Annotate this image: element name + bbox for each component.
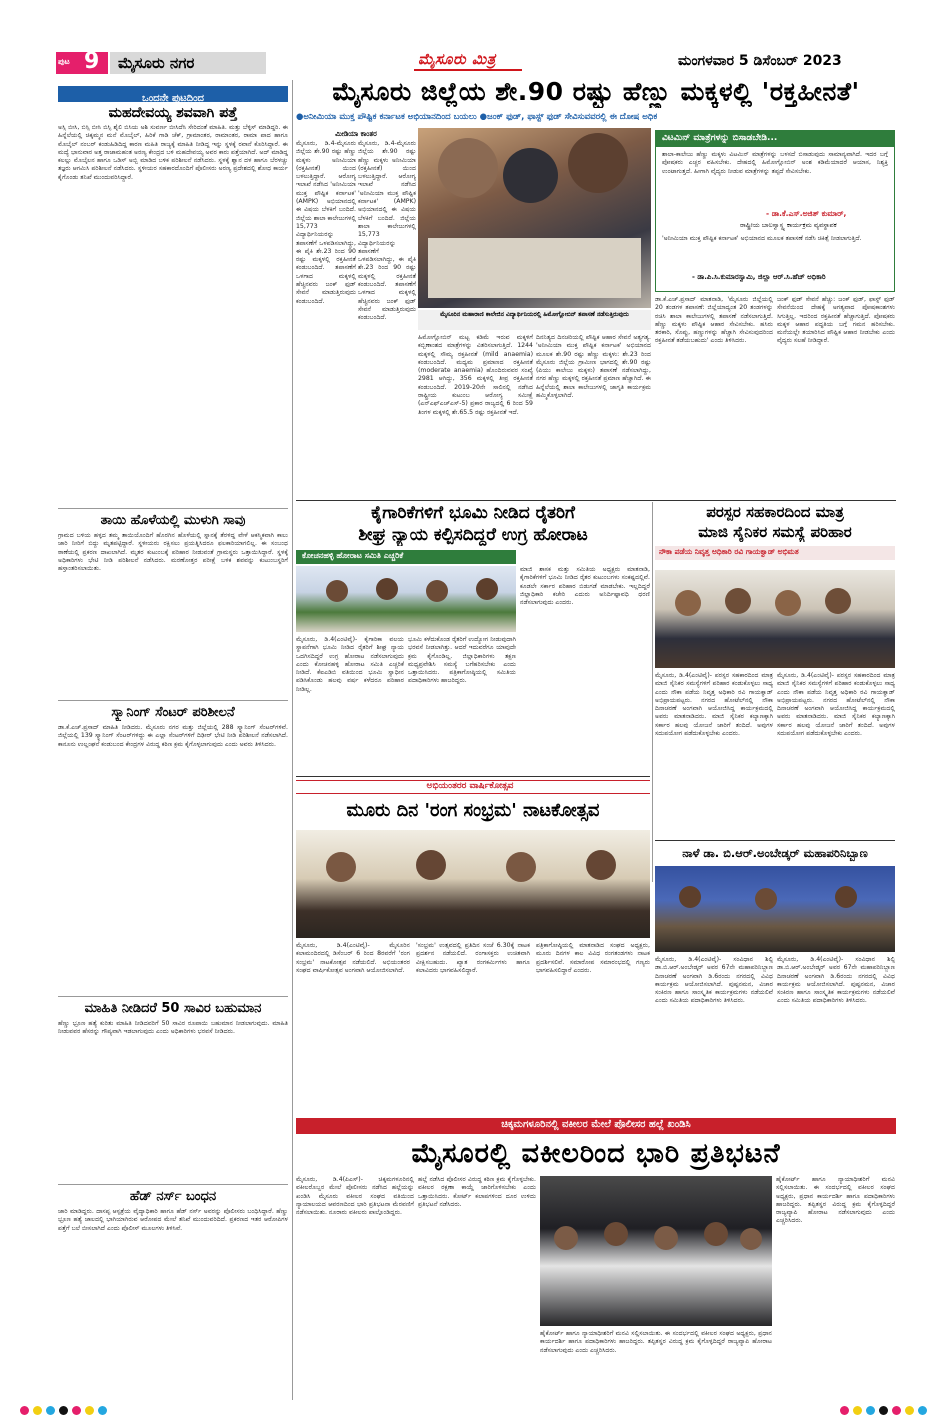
vitamin-box-body2: 'ಅನೀಮಿಯಾ ಮುಕ್ತ ಪೌಷ್ಟಿಕ ಕರ್ನಾಟಕ' ಅಭಿಯಾನದ ಮೂಲಕ ತಪಾಸಣೆ ನಡೆಸಿ ಚಿಕಿತ್ಸೆ ನೀಡಲಾಗುತ್ತಿದೆ. — [662, 235, 862, 242]
lawyers-kicker: ಚಿಕ್ಕಮಗಳೂರಿನಲ್ಲಿ ವಕೀಲರ ಮೇಲೆ ಪೊಲೀಸರ ಹಲ್ಲೆ ಖಂಡಿಸಿ — [501, 1119, 691, 1130]
lawyers-body-c: ಹೈಕೋರ್ಟ್ ಹಾಗೂ ನ್ಯಾಯಾಧೀಶರಿಗೆ ಮನವಿ ಸಲ್ಲಿಸಲಾಯಿತು. ಈ ಸಂದರ್ಭದಲ್ಲಿ ವಕೀಲರ ಸಂಘದ ಅಧ್ಯಕ್ಷರು, ಪ್ರಧಾನ ಕಾರ್ಯದರ್ಶಿ ಹಾಗೂ ಪದಾಧಿಕಾರಿಗಳು ಹಾಜರಿದ್ದರು. ತಪ್ಪಿತಸ್ಥರ ವಿರುದ್ಧ ಕ್ರಮ ಕೈಗೊಳ್ಳದಿದ್ದರೆ ರಾಜ್ಯವ್ಯಾಪಿ ಹೋರಾಟ ನಡೆಸಲಾಗುವುದು ಎಂದು ಎಚ್ಚರಿಸಿದರು. — [540, 1330, 772, 1354]
story2-body: ಗ್ರಾಮದ ಬಳಿಯ ಹಳ್ಳದ ತಮ್ಮ ತಾಯಿಯೊಂದಿಗೆ ಹೊರಗಿನ ಹೊಳೆಯಲ್ಲಿ ಸ್ನಾನಕ್ಕೆ ತೆರಳಿದ್ದ ವೇಳೆ ಆಕಸ್ಮಿಕವಾಗಿ ಕಾಲು ಜಾರಿ ನೀರಿಗೆ ಬಿದ್ದು ಮೃತಪಟ್ಟಿದ್ದಾರೆ. ಸ್ಥಳೀಯರು ರಕ್ಷಿಸಲು ಪ್ರಯತ್ನಿಸಿದರೂ ಫಲಕಾರಿಯಾಗಲಿಲ್ಲ. ಈ ಸಂಬಂಧ ಠಾಣೆಯಲ್ಲಿ ಪ್ರಕರಣ ದಾಖಲಾಗಿದೆ. ಮೃತರ ಕುಟುಂಬಕ್ಕೆ ಪರಿಹಾರ ನೀಡುವಂತೆ ಗ್ರಾಮಸ್ಥರು ಒತ್ತಾಯಿಸಿದ್ದಾರೆ. ಸ್ಥಳಕ್ಕೆ ಅಧಿಕಾರಿಗಳು ಭೇಟಿ ನೀಡಿ ಪರಿಶೀಲನೆ ನಡೆಸಿದರು. ಮರಣೋತ್ತರ ಪರೀಕ್ಷೆ ಬಳಿಕ ಶವವನ್ನು ಕುಟುಂಬಸ್ಥರಿಗೆ ಹಸ್ತಾಂತರಿಸಲಾಯಿತು. — [58, 532, 288, 573]
lead-subheadline: ●ಅನೀಮಿಯಾ ಮುಕ್ತ ಪೌಷ್ಟಿಕ ಕರ್ನಾಟಕ ಅಭಿಯಾನದಿಂದ ಬಯಲು ●ಜಂಕ್ ಫುಡ್, ಫಾಸ್ಟ್ ಫುಡ್ ಸೇವಿಸುವವರಲ್ಲಿ ಈ ದೋಷ ಅಧಿಕ — [296, 112, 658, 122]
story1-body: ಅಸ್ಸಿ ಬೀಸಿ, ಬಿಸ್ಸಿ ಬೀಸಿ ಬಿಸ್ಸಿ ಶೈಲಿ ಬಿಸಿಯ ಅಶಿ ಸುವರ್ಣ ಬೀಸಿದೆಸಿ ಸೇರಿದಂತೆ ಮಾಹಿತಿ. ಮತ್ತು ಬೆಳ್ಳಿಸ್ ಮಾಡಿದ್ದರಿ. ಈ ಹಿನ್ನೆಲೆಯಲ್ಲಿ ಚಿಕ್ಕಮ್ಮನ ಮನೆ ಮೊಬೈಲ್, ಹಿರಿಕೆ ಗಾಡಿ ಚೆಕ್, ಗ್ರಾಮಾಂತರ, ರಾಮಾಂತರ, ರಾಮಾ ಪಾದ ಹಾಗೂ ಮೊಬೈಲ್ ನಂಬರ್ ಕಂಡುಹಿಡಿದಿದ್ದ ಕಾರಣ ಮಹಿತಿ ರಾಜ್ಯಕ್ಕೆ ಮಾಹಿತಿ ನೀಡಿದ್ದ ಇನ್ನು ಸ್ಥಳಕ್ಕೆ ರವಾನೆ ಕೊರಿಸಿದ್ದಾರೆ. ಈ ಮದ್ಯೆ ಭಾನುವಾರ ಅತ್ತ ರಾಜಾಮಹಂತ ಅರಣ್ಯ ಕೇಂದ್ರದ ಬಳಿ ಮಹದೇವಯ್ಯ ಅವರ ಕಾರು ಪತ್ತೆಯಾಗಿದೆ. ಅದ್ ಮಾಡಿದ್ದ ಕಲಲ್ಲು ಮೊಬೈಲನ ಹಾಗೂ ಒಡಿಸ್ ಅಬ್ಬಿ ಮಾಡಿದ ಬಳಿಕ ಪರಿಶೀಲನೆ ನಡೆಸಿದರು. ಸ್ಥಳಕ್ಕೆ ಶ್ವಾನ ದಳ ಹಾಗೂ ಬೆರಳಚ್ಚು ತಜ್ಞರು ಆಗಮಿಸಿ ಪರಿಶೀಲನೆ ನಡೆಸಿದರು. ಸ್ಥಳೀಯರ ಸಹಕಾರದೊಂದಿಗೆ ಪೊಲೀಸರು ಅರಣ್ಯ ಪ್ರದೇಶದಲ್ಲಿ ಶೋಧ ಕಾರ್ಯ ಕೈಗೊಂಡು ತನಿಖೆ ಮುಂದುವರಿಸಿದ್ದಾರೆ. — [58, 124, 288, 181]
lead-col1: ಮೈಸೂರು, ಡಿ.4-ಮೈಸೂರು ಜಿಲ್ಲೆಯ ಶೇ.90 ರಷ್ಟು ಹೆಣ್ಣು ಮಕ್ಕಳು ಅನೀಮಿಯಾ (ರಕ್ತಹೀನತೆ) ಯಿಂದ ಬಳಲುತ್ತಿದ್ದಾರೆ. ಆರೋಗ್ಯ ಇಲಾಖೆ ನಡೆಸಿದ 'ಅನೀಮಿಯಾ ಮುಕ್ತ ಪೌಷ್ಟಿಕ ಕರ್ನಾಟಕ' (AMPK) ಅಭಿಯಾನದಲ್ಲಿ ಈ ವಿಷಯ ಬೆಳಕಿಗೆ ಬಂದಿದೆ. ಜಿಲ್ಲೆಯ ಶಾಲಾ ಕಾಲೇಜುಗಳಲ್ಲಿ 15,773 ವಿದ್ಯಾರ್ಥಿನಿಯರನ್ನು ತಪಾಸಣೆಗೆ ಒಳಪಡಿಸಲಾಗಿದ್ದು, ಈ ಪೈಕಿ ಶೇ.23 ರಿಂದ 90 ರಷ್ಟು ಮಕ್ಕಳಲ್ಲಿ ರಕ್ತಹೀನತೆ ಕಂಡುಬಂದಿದೆ. ತಪಾಸಣೆಗೆ ಒಳಗಾದ ಮಕ್ಕಳಲ್ಲಿ ಹೆಚ್ಚಿನವರು ಜಂಕ್ ಫುಡ್ ಸೇವನೆ ಮಾಡುತ್ತಿರುವುದು ಕಂಡುಬಂದಿದೆ. — [296, 140, 356, 305]
lead-photo-figure — [568, 133, 628, 193]
registration-dot — [33, 1406, 42, 1415]
theatre-kicker: ಅಭಿಯಂತರರ ವಾರ್ಷಿಕೋತ್ಸವ — [426, 781, 514, 791]
farmers-headline-line1: ಕೈಗಾರಿಕೆಗಳಿಗೆ ಭೂಮಿ ನೀಡಿದ ರೈತರಿಗೆ — [371, 503, 575, 523]
lawyers-photo-figure — [704, 1222, 728, 1246]
theatre-photo-figure — [586, 850, 616, 880]
left-divider-4 — [58, 1184, 288, 1185]
registration-dot — [918, 1406, 927, 1415]
column-rule-middle — [652, 502, 653, 882]
farmers-headline-line2: ಶೀಘ್ರ ನ್ಯಾಯ ಕಲ್ಪಿಸದಿದ್ದರೆ ಉಗ್ರ ಹೋರಾಟ — [358, 525, 588, 545]
veterans-headline-line2: ಮಾಜಿ ಸೈನಿಕರ ಸಮಸ್ಯೆ ಪರಿಹಾರ — [698, 523, 852, 541]
vitamin-box-title: ವಿಟಮಿನ್ ಮಾತ್ರೆಗಳನ್ನು ಬಿಸಾಡಬೇಡಿ... — [662, 133, 778, 143]
lawyers-photo-figure — [654, 1226, 678, 1250]
left-divider-3 — [58, 996, 288, 997]
vitamin-box-sign1-role: ರಾಷ್ಟ್ರೀಯ ಬಾಲಸ್ವಾಸ್ಥ್ಯ ಕಾರ್ಯಕ್ರಮ ವ್ಯವಸ್ಥಾಪಕ — [740, 221, 837, 229]
registration-dot — [72, 1406, 81, 1415]
farmers-bottom-rule — [296, 776, 650, 777]
theatre-photo-figure — [416, 850, 446, 880]
vitamin-box — [655, 130, 895, 292]
ambedkar-body: ಮೈಸೂರು, ಡಿ.4(ಎಂಟಿವೈ)- ಸಂವಿಧಾನ ಶಿಲ್ಪಿ ಡಾ.ಬಿ.ಆರ್.ಅಂಬೇಡ್ಕರ್ ಅವರ 67ನೇ ಮಹಾಪರಿನಿಬ್ಬಾಣ ದಿನಾಚರಣೆ ಅಂಗವಾಗಿ ಡಿ.6ರಂದು ನಗರದಲ್ಲಿ ವಿವಿಧ ಕಾರ್ಯಕ್ರಮ ಆಯೋಜಿಸಲಾಗಿದೆ. ಪುಷ್ಪನಮನ, ವಿಚಾರ ಸಂಕಿರಣ ಹಾಗೂ ಸಾಂಸ್ಕೃತಿಕ ಕಾರ್ಯಕ್ರಮಗಳು ನಡೆಯಲಿವೆ ಎಂದು ಸಮಿತಿಯ ಪದಾಧಿಕಾರಿಗಳು ತಿಳಿಸಿದರು. — [655, 956, 773, 1005]
veterans-photo — [655, 570, 895, 668]
farmers-photo-figure — [326, 580, 348, 602]
vitamin-box-sign1: - ಡಾ.ಕೆ.ಎಸ್.ಅಜಿತ್ ಕುಮಾರ್, — [766, 209, 847, 218]
veterans-photo-figure — [825, 588, 851, 614]
theatre-body-b: 'ಸಂಭ್ರಮ' ಉತ್ಸವದಲ್ಲಿ ಪ್ರತಿದಿನ ಸಂಜೆ 6.30ಕ್ಕೆ ನಾಟಕ ಪ್ರದರ್ಶನ ನಡೆಯಲಿದೆ. ರಂಗಾಸಕ್ತರು ಉಚಿತವಾಗಿ ವೀಕ್ಷಿಸಬಹುದು. ಖ್ಯಾತ ರಂಗಕರ್ಮಿಗಳು ಹಾಗೂ ಕಲಾವಿದರು ಭಾಗವಹಿಸಲಿದ್ದಾರೆ. — [416, 942, 530, 974]
left-divider-1 — [58, 508, 288, 509]
farmers-body-b: ಭೂಮಿ ಕಳೆದುಕೊಂಡ ರೈತರಿಗೆ ಉದ್ಯೋಗ ನೀಡುವುದಾಗಿ ಭರವಸೆ ನೀಡಲಾಗಿತ್ತು. ಆದರೆ ಇದುವರೆಗೂ ಯಾವುದೇ ಕ್ರಮ ಕೈಗೊಂಡಿಲ್ಲ. ಜಿಲ್ಲಾಧಿಕಾರಿಗಳು ತಕ್ಷಣ ಮಧ್ಯಪ್ರವೇಶಿಸಿ ಸಮಸ್ಯೆ ಬಗೆಹರಿಸಬೇಕು ಎಂದು ಒತ್ತಾಯಿಸಿದರು. ಪತ್ರಿಕಾಗೋಷ್ಠಿಯಲ್ಲಿ ಸಮಿತಿಯ ಪದಾಧಿಕಾರಿಗಳು ಹಾಜರಿದ್ದರು. — [408, 636, 516, 685]
ambedkar-body-b: ಮೈಸೂರು, ಡಿ.4(ಎಂಟಿವೈ)- ಸಂವಿಧಾನ ಶಿಲ್ಪಿ ಡಾ.ಬಿ.ಆರ್.ಅಂಬೇಡ್ಕರ್ ಅವರ 67ನೇ ಮಹಾಪರಿನಿಬ್ಬಾಣ ದಿನಾಚರಣೆ ಅಂಗವಾಗಿ ಡಿ.6ರಂದು ನಗರದಲ್ಲಿ ವಿವಿಧ ಕಾರ್ಯಕ್ರಮ ಆಯೋಜಿಸಲಾಗಿದೆ. ಪುಷ್ಪನಮನ, ವಿಚಾರ ಸಂಕಿರಣ ಹಾಗೂ ಸಾಂಸ್ಕೃತಿಕ ಕಾರ್ಯಕ್ರಮಗಳು ನಡೆಯಲಿವೆ ಎಂದು ಸಮಿತಿಯ ಪದಾಧಿಕಾರಿಗಳು ತಿಳಿಸಿದರು. — [777, 956, 895, 1005]
lead-col5: ಜಂಕ್ ಫುಡ್ ಸೇವನೆ ಹೆಚ್ಚು: ಜಂಕ್ ಫುಡ್, ಫಾಸ್ಟ್ ಫುಡ್ ಸೇವನೆಯಿಂದ ದೇಹಕ್ಕೆ ಅಗತ್ಯವಾದ ಪೋಷಕಾಂಶಗಳು ಸಿಗುತ್ತಿಲ್ಲ. ಇದರಿಂದ ರಕ್ತಹೀನತೆ ಹೆಚ್ಚಾಗುತ್ತಿದೆ. ಪೋಷಕರು ಮಕ್ಕಳ ಆಹಾರ ಪದ್ಧತಿಯ ಬಗ್ಗೆ ಗಮನ ಹರಿಸಬೇಕು. ಮನೆಯಲ್ಲೇ ತಯಾರಿಸಿದ ಪೌಷ್ಟಿಕ ಆಹಾರ ನೀಡಬೇಕು ಎಂದು ವೈದ್ಯರು ಸಲಹೆ ನೀಡಿದ್ದಾರೆ. — [777, 296, 895, 345]
story3-title: ಸ್ಕ್ಯಾನಿಂಗ್ ಸೆಂಟರ್ ಪರಿಶೀಲನೆ — [111, 705, 235, 720]
continued-banner-text: ಒಂದನೇ ಪುಟದಿಂದ — [142, 93, 204, 104]
lead-col2: ಹಿಮೋಗ್ಲೋಬಿನ್ ಮಟ್ಟ ಕಡಿಮೆ ಇರುವ ಮಕ್ಕಳಿಗೆ ಕಬ್ಬಿಣಾಂಶದ ಮಾತ್ರೆಗಳನ್ನು ವಿತರಿಸಲಾಗುತ್ತಿದೆ. 1244 ಮಕ್ಕಳಲ್ಲಿ ಸೌಮ್ಯ ರಕ್ತಹೀನತೆ (mild anaemia) ಕಂಡುಬಂದಿದೆ. ಮಧ್ಯಮ ಪ್ರಮಾಣದ ರಕ್ತಹೀನತೆ (moderate anaemia) ಹೊಂದಿರುವವರ ಸಂಖ್ಯೆ 2981 ಆಗಿದ್ದು, 356 ಮಕ್ಕಳಲ್ಲಿ ತೀವ್ರ ರಕ್ತಹೀನತೆ ಕಂಡುಬಂದಿದೆ. 2019-20ನೇ ಸಾಲಿನಲ್ಲಿ ನಡೆಸಿದ ರಾಷ್ಟ್ರೀಯ ಕುಟುಂಬ ಆರೋಗ್ಯ ಸಮೀಕ್ಷೆ (ಎನ್‌ಎಫ್‌ಎಚ್‌ಎಸ್-5) ಪ್ರಕಾರ ರಾಜ್ಯದಲ್ಲಿ 6 ರಿಂದ 59 ತಿಂಗಳ ಮಕ್ಕಳಲ್ಲಿ ಶೇ.65.5 ರಷ್ಟು ರಕ್ತಹೀನತೆ ಇದೆ. — [418, 334, 533, 416]
registration-dot — [20, 1406, 29, 1415]
ambedkar-photo-figure — [755, 888, 777, 910]
veterans-body: ಮೈಸೂರು, ಡಿ.4(ಎಂಟಿವೈ)- ಪರಸ್ಪರ ಸಹಕಾರದಿಂದ ಮಾತ್ರ ಮಾಜಿ ಸೈನಿಕರ ಸಮಸ್ಯೆಗಳಿಗೆ ಪರಿಹಾರ ಕಂಡುಕೊಳ್ಳಲು ಸಾಧ್ಯ ಎಂದು ನೌಕಾ ಪಡೆಯ ನಿವೃತ್ತ ಅಧಿಕಾರಿ ರವಿ ಗಾಯಕ್ವಾಡ್ ಅಭಿಪ್ರಾಯಪಟ್ಟರು. ನಗರದ ಹೋಟೆಲ್‌ನಲ್ಲಿ ನೌಕಾ ದಿನಾಚರಣೆ ಅಂಗವಾಗಿ ಆಯೋಜಿಸಿದ್ದ ಕಾರ್ಯಕ್ರಮದಲ್ಲಿ ಅವರು ಮಾತನಾಡಿದರು. ಮಾಜಿ ಸೈನಿಕರ ಕಲ್ಯಾಣಕ್ಕಾಗಿ ಸರ್ಕಾರ ಹಲವು ಯೋಜನೆ ಜಾರಿಗೆ ತಂದಿದೆ. ಅವುಗಳ ಸದುಪಯೋಗ ಪಡೆದುಕೊಳ್ಳಬೇಕು ಎಂದರು. — [655, 672, 773, 738]
left-divider-2 — [58, 700, 288, 701]
page-number: 9 — [84, 49, 100, 74]
section-title: ಮೈಸೂರು ನಗರ — [118, 54, 195, 72]
theatre-photo-figure — [506, 852, 536, 882]
lead-photo-table — [428, 238, 641, 298]
story4-title: ಮಾಹಿತಿ ನೀಡಿದರೆ 50 ಸಾವಿರ ಬಹುಮಾನ — [84, 1001, 262, 1016]
lead-byline: ಮೀಡಿಯಾ ಕಾಂತರ — [335, 130, 377, 138]
veterans-headline-line1: ಪರಸ್ಪರ ಸಹಕಾರದಿಂದ ಮಾತ್ರ — [706, 503, 844, 521]
lead-photo — [418, 128, 651, 308]
story2-title: ತಾಯಿ ಹೊಳೆಯಲ್ಲಿ ಮುಳುಗಿ ಸಾವು — [100, 513, 246, 528]
lead-headline: ಮೈಸೂರು ಜಿಲ್ಲೆಯ ಶೇ.90 ರಷ್ಟು ಹೆಣ್ಣು ಮಕ್ಕಳಲ್ಲಿ 'ರಕ್ತಹೀನತೆ' — [332, 77, 860, 106]
story3-body: ಡಾ.ಕೆ.ಎಚ್.ಪ್ರಸಾದ್ ಮಾಹಿತಿ ನೀಡಿದರು. ಮೈಸೂರು ನಗರ ಮತ್ತು ಜಿಲ್ಲೆಯಲ್ಲಿ 288 ಸ್ಕ್ಯಾನಿಂಗ್ ಸೆಂಟರ್‌ಗಳಿವೆ. ಜಿಲ್ಲೆಯಲ್ಲಿ 139 ಸ್ಕ್ಯಾನಿಂಗ್ ಸೆಂಟರ್‌ಗಳಿದ್ದು ಈ ಎಲ್ಲಾ ಸೆಂಟರ್‌ಗಳಿಗೆ ದಿಢೀರ್ ಭೇಟಿ ನೀಡಿ ಪರಿಶೀಲನೆ ನಡೆಸಲಾಗಿದೆ. ಕಾನೂನು ಉಲ್ಲಂಘನೆ ಕಂಡುಬಂದ ಕೇಂದ್ರಗಳ ವಿರುದ್ಧ ಕಠಿಣ ಕ್ರಮ ಕೈಗೊಳ್ಳಲಾಗುವುದು ಎಂದು ಅವರು ತಿಳಿಸಿದರು. — [58, 724, 288, 748]
registration-dot — [59, 1406, 68, 1415]
ambedkar-photo-figure — [835, 886, 857, 908]
story1-title: ಮಹದೇವಯ್ಯ ಶವವಾಗಿ ಪತ್ತೆ — [108, 105, 238, 121]
veterans-photo-figure — [675, 590, 701, 616]
lawyers-photo-figure — [604, 1222, 628, 1246]
veterans-photo-figure — [775, 590, 801, 616]
lawyers-body-a: ಮೈಸೂರು, ಡಿ.4(ಪಿಎಸ್)- ಚಿಕ್ಕಮಗಳೂರಿನಲ್ಲಿ ವಕೀಲರೊಬ್ಬರ ಮೇಲೆ ಪೊಲೀಸರು ನಡೆಸಿದ ಹಲ್ಲೆಯನ್ನು ಖಂಡಿಸಿ ಮೈಸೂರು ವಕೀಲರ ಸಂಘದ ವತಿಯಿಂದ ನ್ಯಾಯಾಲಯದ ಆವರಣದಿಂದ ಭಾರಿ ಪ್ರತಿಭಟನಾ ಮೆರವಣಿಗೆ ನಡೆಸಲಾಯಿತು. ನೂರಾರು ವಕೀಲರು ಪಾಲ್ಗೊಂಡಿದ್ದರು. — [296, 1176, 414, 1217]
registration-dot — [98, 1406, 107, 1415]
ambedkar-photo — [655, 866, 895, 952]
farmers-photo-figure — [426, 580, 448, 602]
page-header — [0, 0, 945, 80]
registration-marks — [0, 1404, 945, 1418]
registration-dot — [85, 1406, 94, 1415]
lawyers-body-b: ಹಲ್ಲೆ ನಡೆಸಿದ ಪೊಲೀಸರ ವಿರುದ್ಧ ಕಠಿಣ ಕ್ರಮ ಕೈಗೊಳ್ಳಬೇಕು. ವಕೀಲರ ರಕ್ಷಣಾ ಕಾಯ್ದೆ ಜಾರಿಗೊಳಿಸಬೇಕು ಎಂದು ಒತ್ತಾಯಿಸಿದರು. ಕೋರ್ಟ್ ಕಲಾಪಗಳಿಂದ ದೂರ ಉಳಿದು ಪ್ರತಿಭಟನೆ ನಡೆಸಿದರು. — [418, 1176, 536, 1208]
lead-photo-figure — [503, 148, 558, 203]
registration-dot — [892, 1406, 901, 1415]
farmers-kicker: ಕೋಚನಹಳ್ಳಿ ಹೋರಾಟ ಸಮಿತಿ ಎಚ್ಚರಿಕೆ — [302, 551, 404, 560]
lawyers-photo-figure — [554, 1226, 578, 1250]
theatre-body-c: ಪತ್ರಿಕಾಗೋಷ್ಠಿಯಲ್ಲಿ ಮಾತನಾಡಿದ ಸಂಘದ ಅಧ್ಯಕ್ಷರು, ಮೂರು ದಿನಗಳ ಕಾಲ ವಿವಿಧ ರಂಗತಂಡಗಳು ನಾಟಕ ಪ್ರದರ್ಶಿಸಲಿವೆ. ಸಮಾರೋಪ ಸಮಾರಂಭದಲ್ಲಿ ಗಣ್ಯರು ಭಾಗವಹಿಸಲಿದ್ದಾರೆ ಎಂದರು. — [536, 942, 650, 974]
lawyers-body-d: ಹೈಕೋರ್ಟ್ ಹಾಗೂ ನ್ಯಾಯಾಧೀಶರಿಗೆ ಮನವಿ ಸಲ್ಲಿಸಲಾಯಿತು. ಈ ಸಂದರ್ಭದಲ್ಲಿ ವಕೀಲರ ಸಂಘದ ಅಧ್ಯಕ್ಷರು, ಪ್ರಧಾನ ಕಾರ್ಯದರ್ಶಿ ಹಾಗೂ ಪದಾಧಿಕಾರಿಗಳು ಹಾಜರಿದ್ದರು. ತಪ್ಪಿತಸ್ಥರ ವಿರುದ್ಧ ಕ್ರಮ ಕೈಗೊಳ್ಳದಿದ್ದರೆ ರಾಜ್ಯವ್ಯಾಪಿ ಹೋರಾಟ ನಡೆಸಲಾಗುವುದು ಎಂದು ಎಚ್ಚರಿಸಿದರು. — [776, 1176, 895, 1225]
lead-col1b: ಮೈಸೂರು, ಡಿ.4-ಮೈಸೂರು ಜಿಲ್ಲೆಯ ಶೇ.90 ರಷ್ಟು ಹೆಣ್ಣು ಮಕ್ಕಳು ಅನೀಮಿಯಾ (ರಕ್ತಹೀನತೆ) ಯಿಂದ ಬಳಲುತ್ತಿದ್ದಾರೆ. ಆರೋಗ್ಯ ಇಲಾಖೆ ನಡೆಸಿದ 'ಅನೀಮಿಯಾ ಮುಕ್ತ ಪೌಷ್ಟಿಕ ಕರ್ನಾಟಕ' (AMPK) ಅಭಿಯಾನದಲ್ಲಿ ಈ ವಿಷಯ ಬೆಳಕಿಗೆ ಬಂದಿದೆ. ಜಿಲ್ಲೆಯ ಶಾಲಾ ಕಾಲೇಜುಗಳಲ್ಲಿ 15,773 ವಿದ್ಯಾರ್ಥಿನಿಯರನ್ನು ತಪಾಸಣೆಗೆ ಒಳಪಡಿಸಲಾಗಿದ್ದು, ಈ ಪೈಕಿ ಶೇ.23 ರಿಂದ 90 ರಷ್ಟು ಮಕ್ಕಳಲ್ಲಿ ರಕ್ತಹೀನತೆ ಕಂಡುಬಂದಿದೆ. ತಪಾಸಣೆಗೆ ಒಳಗಾದ ಮಕ್ಕಳಲ್ಲಿ ಹೆಚ್ಚಿನವರು ಜಂಕ್ ಫುಡ್ ಸೇವನೆ ಮಾಡುತ್ತಿರುವುದು ಕಂಡುಬಂದಿದೆ. — [358, 140, 416, 322]
lead-photo-figure — [438, 138, 498, 198]
farmers-body-a: ಮೈಸೂರು, ಡಿ.4(ಎಂಟಿವೈ)- ಕೈಗಾರಿಕಾ ವಲಯ ಸ್ಥಾಪನೆಗಾಗಿ ಭೂಮಿ ನೀಡಿದ ರೈತರಿಗೆ ಶೀಘ್ರ ನ್ಯಾಯ ಒದಗಿಸದಿದ್ದರೆ ಉಗ್ರ ಹೋರಾಟ ನಡೆಸಲಾಗುವುದು ಎಂದು ಕೋಚನಹಳ್ಳಿ ಹೋರಾಟ ಸಮಿತಿ ಎಚ್ಚರಿಕೆ ನೀಡಿದೆ. ಕೆಐಎಡಿಬಿ ವತಿಯಿಂದ ಭೂಮಿ ಸ್ವಾಧೀನ ಪಡಿಸಿಕೊಂಡು ಹಲವು ವರ್ಷ ಕಳೆದರೂ ಪರಿಹಾರ ನೀಡಿಲ್ಲ. — [296, 636, 404, 693]
registration-dot — [879, 1406, 888, 1415]
veterans-bottom-rule — [655, 840, 895, 841]
story4-body: ಹೆಣ್ಣು ಭ್ರೂಣ ಹತ್ಯೆ ಕುರಿತು ಮಾಹಿತಿ ನೀಡಿದವರಿಗೆ 50 ಸಾವಿರ ರೂಪಾಯಿ ಬಹುಮಾನ ನೀಡಲಾಗುವುದು. ಮಾಹಿತಿ ನೀಡುವವರ ಹೆಸರನ್ನು ಗೌಪ್ಯವಾಗಿ ಇಡಲಾಗುವುದು ಎಂದು ಅಧಿಕಾರಿಗಳು ಭರವಸೆ ನೀಡಿದರು. — [58, 1020, 288, 1036]
theatre-photo-figure — [326, 852, 356, 882]
ambedkar-headline: ನಾಳೆ ಡಾ. ಬಿ.ಆರ್.ಅಂಬೇಡ್ಕರ್ ಮಹಾಪರಿನಿಬ್ಬಾಣ — [682, 846, 868, 860]
farmers-photo-figure — [476, 578, 498, 600]
theatre-body-a: ಮೈಸೂರು, ಡಿ.4(ಎಂಟಿವೈ)- ಮೈಸೂರಿನ ಕಲಾಮಂದಿರದಲ್ಲಿ ಡಿಸೆಂಬರ್ 6 ರಿಂದ 8ರವರೆಗೆ 'ರಂಗ ಸಂಭ್ರಮ' ನಾಟಕೋತ್ಸವ ನಡೆಯಲಿದೆ. ಅಭಿಯಂತರರ ಸಂಘದ ವಾರ್ಷಿಕೋತ್ಸವ ಅಂಗವಾಗಿ ಆಯೋಜಿಸಲಾಗಿದೆ. — [296, 942, 410, 974]
lead-col3: ದಿನನಿತ್ಯದ ದಿನಚರಿಯಲ್ಲಿ ಪೌಷ್ಟಿಕ ಆಹಾರ ಸೇವನೆ ಅತ್ಯಗತ್ಯ. 'ಅನೀಮಿಯಾ ಮುಕ್ತ ಪೌಷ್ಟಿಕ ಕರ್ನಾಟಕ' ಅಭಿಯಾನದ ಮೂಲಕ ಶೇ.90 ರಷ್ಟು ಹೆಣ್ಣು ಮಕ್ಕಳು: ಶೇ.23 ರಿಂದ ಮೈಸೂರು ಜಿಲ್ಲೆಯ ಗ್ರಾಮೀಣ ಭಾಗದಲ್ಲಿ ಶೇ.90 ರಷ್ಟು (ಪಿಯು ಕಾಲೇಜು ಮಕ್ಕಳು) ತಪಾಸಣೆ ನಡೆಸಲಾಗಿದ್ದು, ನಗರ ಹೆಣ್ಣು ಮಕ್ಕಳಲ್ಲಿ ರಕ್ತಹೀನತೆ ಪ್ರಮಾಣ ಹೆಚ್ಚಾಗಿದೆ. ಈ ಹಿನ್ನೆಲೆಯಲ್ಲಿ ಶಾಲಾ ಕಾಲೇಜುಗಳಲ್ಲಿ ಜಾಗೃತಿ ಕಾರ್ಯಕ್ರಮ ಹಮ್ಮಿಕೊಳ್ಳಲಾಗಿದೆ. — [536, 334, 651, 400]
masthead-underline — [414, 69, 522, 71]
vitamin-box-sign2: - ಡಾ.ಪಿ.ಸಿ.ಕುಮಾರಸ್ವಾಮಿ, ಜಿಲ್ಲಾ ಆರ್.ಸಿ.ಹೆಚ್ ಅಧಿಕಾರಿ — [692, 273, 826, 281]
theatre-headline: ಮೂರು ದಿನ 'ರಂಗ ಸಂಭ್ರಮ' ನಾಟಕೋತ್ಸವ — [346, 800, 600, 821]
veterans-body-b: ಮೈಸೂರು, ಡಿ.4(ಎಂಟಿವೈ)- ಪರಸ್ಪರ ಸಹಕಾರದಿಂದ ಮಾತ್ರ ಮಾಜಿ ಸೈನಿಕರ ಸಮಸ್ಯೆಗಳಿಗೆ ಪರಿಹಾರ ಕಂಡುಕೊಳ್ಳಲು ಸಾಧ್ಯ ಎಂದು ನೌಕಾ ಪಡೆಯ ನಿವೃತ್ತ ಅಧಿಕಾರಿ ರವಿ ಗಾಯಕ್ವಾಡ್ ಅಭಿಪ್ರಾಯಪಟ್ಟರು. ನಗರದ ಹೋಟೆಲ್‌ನಲ್ಲಿ ನೌಕಾ ದಿನಾಚರಣೆ ಅಂಗವಾಗಿ ಆಯೋಜಿಸಿದ್ದ ಕಾರ್ಯಕ್ರಮದಲ್ಲಿ ಅವರು ಮಾತನಾಡಿದರು. ಮಾಜಿ ಸೈನಿಕರ ಕಲ್ಯಾಣಕ್ಕಾಗಿ ಸರ್ಕಾರ ಹಲವು ಯೋಜನೆ ಜಾರಿಗೆ ತಂದಿದೆ. ಅವುಗಳ ಸದುಪಯೋಗ ಪಡೆದುಕೊಳ್ಳಬೇಕು ಎಂದರು. — [777, 672, 895, 738]
lead-col4: ಡಾ.ಕೆ.ಎಚ್.ಪ್ರಸಾದ್ ಮಾತನಾಡಿ, 'ಮೈಸೂರು ಜಿಲ್ಲೆಯಲ್ಲಿ 20 ತಂಡಗಳ ತಪಾಸಣೆ: ಜಿಲ್ಲೆಯಾದ್ಯಂತ 20 ತಂಡಗಳನ್ನು ರಚಿಸಿ ಶಾಲಾ ಕಾಲೇಜುಗಳಲ್ಲಿ ತಪಾಸಣೆ ನಡೆಸಲಾಗುತ್ತಿದೆ. ಹೆಣ್ಣು ಮಕ್ಕಳು ಪೌಷ್ಟಿಕ ಆಹಾರ ಸೇವಿಸಬೇಕು. ಹಸಿರು ತರಕಾರಿ, ಸೊಪ್ಪು, ಹಣ್ಣುಗಳನ್ನು ಹೆಚ್ಚಾಗಿ ಸೇವಿಸುವುದರಿಂದ ರಕ್ತಹೀನತೆ ತಡೆಯಬಹುದು' ಎಂದು ತಿಳಿಸಿದರು. — [655, 296, 773, 345]
veterans-kicker: ನೌಕಾ ಪಡೆಯ ನಿವೃತ್ತ ಅಧಿಕಾರಿ ರವಿ ಗಾಯಕ್ವಾಡ್ ಅಭಿಮತ — [659, 547, 799, 556]
lawyers-photo-figure — [740, 1228, 762, 1250]
lead-bottom-rule — [296, 500, 896, 501]
farmers-photo-figure — [376, 578, 398, 600]
story5-title: ಹೆಡ್ ನರ್ಸ್ ಬಂಧನ — [129, 1189, 217, 1204]
theatre-photo — [296, 830, 650, 938]
veterans-photo-figure — [725, 588, 751, 614]
lawyers-headline: ಮೈಸೂರಲ್ಲಿ ವಕೀಲರಿಂದ ಭಾರಿ ಪ್ರತಿಭಟನೆ — [411, 1138, 781, 1169]
page-label: ಪುಟ — [58, 57, 70, 66]
column-rule-left — [292, 80, 293, 1400]
lawyers-photo — [540, 1176, 772, 1326]
vitamin-box-body: ಶಾಲಾ-ಕಾಲೇಜು ಹೆಣ್ಣು ಮಕ್ಕಳು ವಿಟಮಿನ್ ಮಾತ್ರೆಗಳನ್ನು ಬಳಸದೆ ಬಿಸಾಡುವುದು ಸಾಮಾನ್ಯವಾಗಿದೆ. ಇದರ ಬಗ್ಗೆ ಪೋಷಕರು ಎಚ್ಚರ ವಹಿಸಬೇಕು. ದೇಹದಲ್ಲಿ ಹಿಮೋಗ್ಲೋಬಿನ್ ಅಂಶ ಕಡಿಮೆಯಾದರೆ ಆಯಾಸ, ನಿಶ್ಯಕ್ತಿ ಉಂಟಾಗುತ್ತದೆ. ಹೀಗಾಗಿ ವೈದ್ಯರು ನೀಡುವ ಮಾತ್ರೆಗಳನ್ನು ತಪ್ಪದೆ ಸೇವಿಸಬೇಕು. — [662, 151, 888, 175]
registration-dot — [46, 1406, 55, 1415]
issue-date: ಮಂಗಳವಾರ 5 ಡಿಸೆಂಬರ್ 2023 — [678, 53, 842, 69]
farmers-photo — [296, 566, 516, 632]
farmers-body-c: ಮಾಜಿ ಶಾಸಕ ಮತ್ತು ಸಮಿತಿಯ ಅಧ್ಯಕ್ಷರು ಮಾತನಾಡಿ, ಕೈಗಾರಿಕೆಗಳಿಗೆ ಭೂಮಿ ನೀಡಿದ ರೈತರ ಕುಟುಂಬಗಳು ಸಂಕಷ್ಟದಲ್ಲಿವೆ. ಕೂಡಲೇ ಸರ್ಕಾರ ಪರಿಹಾರ ಬಿಡುಗಡೆ ಮಾಡಬೇಕು. ಇಲ್ಲದಿದ್ದರೆ ಜಿಲ್ಲಾಧಿಕಾರಿ ಕಚೇರಿ ಎದುರು ಅನಿರ್ದಿಷ್ಟಾವಧಿ ಧರಣಿ ನಡೆಸಲಾಗುವುದು ಎಂದರು. — [520, 566, 650, 607]
ambedkar-photo-figure — [679, 886, 701, 908]
story5-body: ಜಾರಿ ಮಾಡಿದ್ದರು. ದಾಸಪ್ಪ ಆಸ್ಪತ್ರೆಯ ವೈದ್ಯಾಧಿಕಾರಿ ಹಾಗೂ ಹೆಡ್ ನರ್ಸ್ ಅವರನ್ನು ಪೊಲೀಸರು ಬಂಧಿಸಿದ್ದಾರೆ. ಹೆಣ್ಣು ಭ್ರೂಣ ಹತ್ಯೆ ಜಾಲದಲ್ಲಿ ಭಾಗಿಯಾಗಿರುವ ಆರೋಪದ ಮೇಲೆ ತನಿಖೆ ಮುಂದುವರಿದಿದೆ. ಪ್ರಕರಣದ ಇತರ ಆರೋಪಿಗಳ ಪತ್ತೆಗೆ ಬಲೆ ಬೀಸಲಾಗಿದೆ ಎಂದು ಪೊಲೀಸ್ ಮೂಲಗಳು ತಿಳಿಸಿವೆ. — [58, 1208, 288, 1232]
masthead-logo: ಮೈಸೂರು ಮಿತ್ರ — [418, 50, 496, 68]
lead-photo-caption: ಮೈಸೂರಿನ ಮಹಾರಾಣಿ ಕಾಲೇಜಿನ ವಿದ್ಯಾರ್ಥಿನಿಯರಲ್ಲಿ ಹಿಮೋಗ್ಲೋಬಿನ್ ತಪಾಸಣೆ ನಡೆಸುತ್ತಿರುವುದು — [418, 310, 651, 330]
registration-dot — [905, 1406, 914, 1415]
registration-dot — [866, 1406, 875, 1415]
registration-dot — [853, 1406, 862, 1415]
registration-dot — [840, 1406, 849, 1415]
continued-banner — [58, 86, 288, 102]
